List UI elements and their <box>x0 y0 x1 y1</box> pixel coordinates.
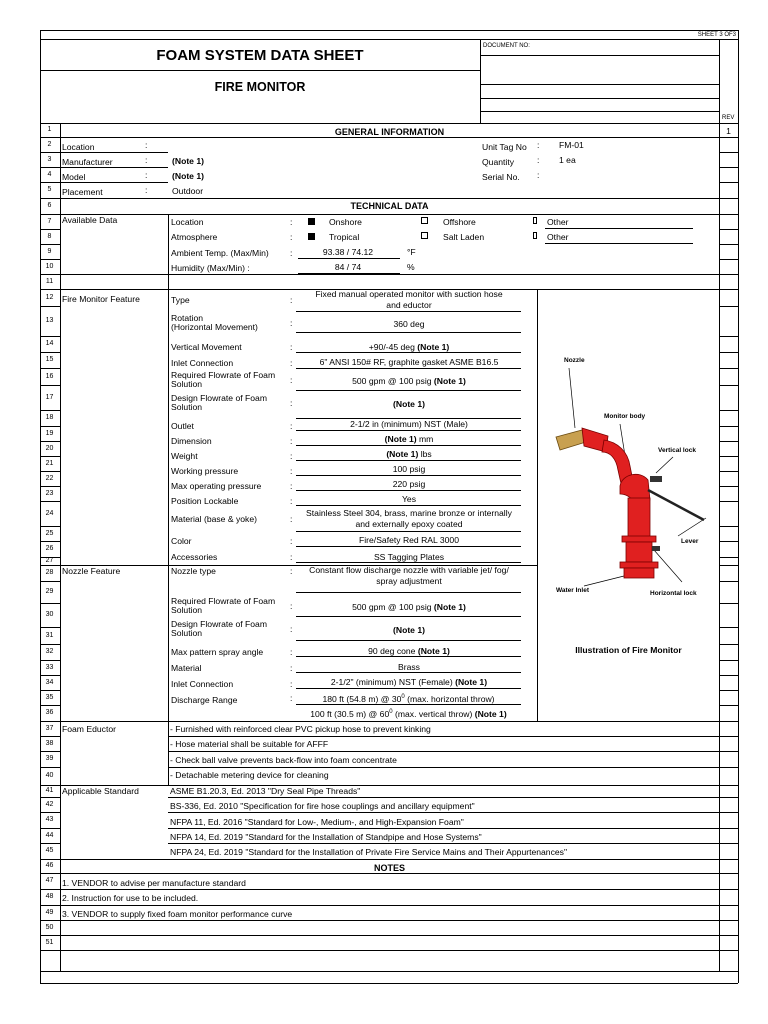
spec-label: Rotation <box>171 313 204 323</box>
spec-colon: : <box>290 481 293 491</box>
humidity-label: Humidity (Max/Min) : <box>171 263 250 273</box>
row-number: 27 <box>45 557 54 564</box>
serial-label: Serial No. <box>482 172 520 182</box>
row-number: 25 <box>45 529 54 537</box>
eductor-item: - Furnished with reinforced clear PVC pickup hose to prevent kinking <box>170 724 431 734</box>
spec-label: Vertical Movement <box>171 342 242 352</box>
eductor-item: - Hose material shall be suitable for AFFF <box>170 739 329 749</box>
other-atmosphere-checkbox[interactable] <box>533 232 537 239</box>
row-number: 5 <box>47 186 52 193</box>
row-number: 30 <box>45 611 54 618</box>
horizontal-lock-callout: Horizontal lock <box>650 590 697 597</box>
standard-item: NFPA 24, Ed. 2019 "Standard for the Installation of Private Fire Service Mains and Their Appurtenances" <box>170 847 568 857</box>
quantity-value: 1 ea <box>559 155 576 165</box>
spec-colon: : <box>290 647 293 657</box>
document-no-label: DOCUMENT NO: <box>483 43 530 49</box>
row-number: 38 <box>45 739 54 747</box>
frame-bottom <box>40 983 738 984</box>
spec-colon: : <box>290 566 293 576</box>
row-number: 42 <box>45 800 54 808</box>
spec-value: 6" ANSI 150# RF, graphite gasket ASME B16.5 <box>319 357 499 367</box>
row-number: 10 <box>45 262 54 270</box>
row-number: 14 <box>45 340 54 347</box>
rev-column-line <box>719 39 720 971</box>
spec-label: (Horizontal Movement) <box>171 322 258 332</box>
other-atmosphere-label: Other <box>547 232 569 242</box>
spec-value: (Note 1) <box>393 625 425 635</box>
spec-colon: : <box>290 496 293 506</box>
atm-location-label: Location <box>171 217 204 227</box>
spec-colon: : <box>290 552 293 562</box>
row-number: 32 <box>45 648 54 655</box>
vertical-lock-callout: Vertical lock <box>658 447 696 454</box>
model-value: (Note 1) <box>172 171 204 181</box>
unit-tag-label: Unit Tag No <box>482 142 527 152</box>
spec-value: Fixed manual operated monitor with suction hose <box>315 289 503 299</box>
row-number: 13 <box>45 317 54 324</box>
row-number: 37 <box>45 724 54 732</box>
row-number: 9 <box>47 247 52 255</box>
spec-value: (Note 1) <box>393 399 425 409</box>
row-number: 29 <box>45 588 54 595</box>
spec-label: Material (base & yoke) <box>171 514 257 524</box>
spec-value: Stainless Steel 304, brass, marine bronze or internally <box>306 508 512 518</box>
row-number: 36 <box>45 709 54 716</box>
spec-label: Max operating pressure <box>171 481 262 491</box>
spec-value: 2-1/2" (minimum) NST (Female) (Note 1) <box>330 677 488 687</box>
row-number: 48 <box>45 893 54 900</box>
spec-colon: : <box>290 295 293 305</box>
row-number: 24 <box>45 509 54 517</box>
row-number: 35 <box>45 693 54 701</box>
placement-label: Placement <box>62 187 103 197</box>
foam-eductor-group: Foam Eductor <box>62 724 116 734</box>
row-number: 26 <box>45 545 54 552</box>
row-number: 12 <box>45 293 54 301</box>
available-data-group: Available Data <box>62 215 118 225</box>
spec-value: 2-1/2 in (minimum) NST (Male) <box>350 419 468 429</box>
nozzle-callout: Nozzle <box>564 357 585 364</box>
spec-label: Weight <box>171 451 198 461</box>
spec-label: Nozzle type <box>171 566 216 576</box>
spec-label: Color <box>171 536 192 546</box>
document-subtitle: FIRE MONITOR <box>214 80 306 94</box>
row-number: 19 <box>45 429 54 437</box>
offshore-checkbox[interactable] <box>421 217 428 224</box>
sheet-number: SHEET 3 OF3 <box>697 32 736 38</box>
header-line <box>40 39 738 40</box>
eductor-item: - Detachable metering device for cleaning <box>170 770 329 780</box>
spec-label: Design Flowrate of Foam <box>171 393 267 403</box>
salt-laden-label: Salt Laden <box>443 232 485 242</box>
spec-label: Outlet <box>171 421 194 431</box>
spec-label: Position Lockable <box>171 496 239 506</box>
spec-value: 100 psig <box>392 464 426 474</box>
row-number: 40 <box>45 772 54 779</box>
row-number: 18 <box>45 414 54 421</box>
row-number: 1 <box>47 126 52 133</box>
row-number: 17 <box>45 393 54 401</box>
spec-colon: : <box>290 514 293 524</box>
row-number: 22 <box>45 474 54 482</box>
spec-label: Accessories <box>171 552 218 562</box>
row-number: 50 <box>45 923 54 931</box>
row-number: 31 <box>45 631 54 639</box>
section-notes: NOTES <box>373 863 405 873</box>
spec-value: 360 deg <box>393 319 425 329</box>
row-number: 34 <box>45 678 54 686</box>
spec-label: Working pressure <box>171 466 239 476</box>
row-number: 43 <box>45 816 54 823</box>
row-number: 2 <box>47 140 52 148</box>
row-number: 20 <box>45 444 54 452</box>
spec-label: Type <box>171 295 190 305</box>
spec-value: +90/-45 deg (Note 1) <box>368 342 450 352</box>
spec-label: Inlet Connection <box>171 358 234 368</box>
spec-colon: : <box>290 342 293 352</box>
row-number: 21 <box>45 459 54 467</box>
spec-value: and eductor <box>386 300 432 310</box>
spec-colon: : <box>290 536 293 546</box>
ambient-temp-unit: °F <box>407 247 416 257</box>
row-number: 15 <box>45 356 54 363</box>
location-label: Location <box>62 142 95 152</box>
row-number: 49 <box>45 908 54 916</box>
humidity-value: 84 / 74 <box>334 262 362 272</box>
spec-value: 500 gpm @ 100 psig (Note 1) <box>352 376 466 386</box>
spec-label: Design Flowrate of Foam <box>171 619 267 629</box>
spec-value: 90 deg cone (Note 1) <box>368 646 450 656</box>
spec-colon: : <box>290 601 293 611</box>
eductor-item: - Check ball valve prevents back-flow into foam concentrate <box>170 755 397 765</box>
row-number: 23 <box>45 489 54 497</box>
standard-item: BS-336, Ed. 2010 "Specification for fire hose couplings and ancillary equipment" <box>170 801 475 811</box>
spec-colon: : <box>290 398 293 408</box>
row-number: 3 <box>47 155 52 163</box>
standard-item: ASME B1.20.3, Ed. 2013 "Dry Seal Pipe Threads" <box>170 786 361 796</box>
row-number: 44 <box>45 831 54 839</box>
spec-value: SS Tagging Plates <box>373 552 445 562</box>
spec-colon: : <box>290 663 293 673</box>
manufacturer-label: Manufacturer <box>62 157 113 167</box>
rev-value: 1 <box>726 126 731 136</box>
fire-monitor-illustration <box>538 290 719 720</box>
ambient-temp-value: 93.38 / 74.12 <box>322 247 374 257</box>
spec-value: 100 ft (30.5 m) @ $60^0$ (max. vertical throw) (Note 1) <box>310 708 507 719</box>
spec-label: Solution <box>171 402 203 412</box>
placement-value: Outdoor <box>172 186 204 196</box>
fire-monitor-feature-group: Fire Monitor Feature <box>62 294 140 304</box>
standard-item: NFPA 11, Ed. 2016 "Standard for Low-, Medium-, and High-Expansion Foam" <box>170 817 464 827</box>
spec-value: Fire/Safety Red RAL 3000 <box>359 535 459 545</box>
onshore-label: Onshore <box>329 217 362 227</box>
spec-colon: : <box>290 318 293 328</box>
row-number: 28 <box>45 569 54 576</box>
row-number: 7 <box>47 217 52 225</box>
spec-label: Required Flowrate of Foam <box>171 596 276 606</box>
spec-colon: : <box>290 624 293 634</box>
row-number: 46 <box>45 862 54 869</box>
spec-value: Yes <box>401 494 417 504</box>
data-sheet-page: SHEET 3 OF3 FOAM SYSTEM DATA SHEET FIRE MONITOR DOCUMENT NO: REV 1 2 3 4 5 6 7 8 9 10 11 12 13 14 15 16 17 18 19 20 21 22 23 24 25 26 27 28 29 30 31 32 33 34 35 36 37 38 39 40 41 42 43 44 45 46 47 48 49 50 51 GENERAL INFORMATION TECHNICAL DATA NOTES 1 Location : Manufacturer : (Note 1) Model : (Note 1) Placement : Outdoor Unit Tag No : FM-01 Quantity : 1 ea Serial No. : Available Data Location : Onshore Offshore Other Atmosphere : Tropical Salt Laden Other Ambient Temp. (Max/Min) : 93.38 / 74.12 °F Humidity (Max/Min) : 84 / 74 % Fire Monitor Feature Type : Fixed manual operated monitor with suction hose and eductor Rotation (Horizontal Movement) : 360 deg Vertical Movement : +90/-45 deg (Note 1) Inlet Connection : 6" ANSI 150# RF, graphite gasket ASME B16.5 Required Flowrate of Foam Solution : 500 gpm @ 100 psig (Note 1) Design Flowrate of Foam Solution : (Note 1) Outlet : 2-1/2 in (minimum) NST (Male) Dimension : (Note 1) mm Weight : (Note 1) lbs Working pressure : 100 psig Max operating pressure : 220 psig Position Lockable : Yes Material (base & yoke) : Stainless Steel 304, brass, marine bronze or internally and externally epoxy coated Color : Fire/Safety Red RAL 3000 Accessories : SS Tagging Plates Nozzle type : Constant flow discharge nozzle with variable jet/ fog/ spray adjustment Required Flowrate of Foam Solution : 500 gpm @ 100 psig (Note 1) Design Flowrate of Foam Solution : (Note 1) Max pattern spray angle : 90 deg cone (Note 1) Material : Brass Inlet Connection : 2-1/2" (minimum) NST (Female) (Note 1) Discharge Range : 180 ft (54.8 m) @ $30^0$ (max. horizontal throw) 100 ft (30.5 m) @ $60^0$ (max. vertical throw) (Note 1) Nozzle Feature Nozzle Monitor body Vertical lock Lever Water Inlet Horizontal lock Illustration of Fire Monitor Foam Eductor - Furnished with reinforced clear PVC pickup hose to prevent kinking - Hose material shall be suitable for AFFF - Check ball valve prevents back-flow into foam concentrate - Detachable metering device for cleaning Applicable Standard ASME B1.20.3, Ed. 2013 "Dry Seal Pipe Threads" BS-336, Ed. 2010 "Specification for fire hose couplings and ancillary equipment" NFPA 11, Ed. 2016 "Standard for Low-, Medium-, and High-Expansion Foam" NFPA 14, Ed. 2019 "Standard for the Installation of Standpipe and Hose Systems" NFPA 24, Ed. 2019 "Standard for the Installation of Private Fire Service Mains and Their Appurtenances" 1. VENDOR to advise per manufacture standard 2. Instruction for use to be included. 3. VENDOR to supply fixed foam monitor performance curve <box>0 0 768 1024</box>
other-location-label: Other <box>547 217 569 227</box>
manufacturer-value: (Note 1) <box>172 156 204 166</box>
frame-top <box>40 30 738 31</box>
standard-item: NFPA 14, Ed. 2019 "Standard for the Installation of Standpipe and Hose Systems" <box>170 832 482 842</box>
row-number: 11 <box>45 277 54 285</box>
row-number-column-line <box>60 123 61 971</box>
spec-label: Max pattern spray angle <box>171 647 264 657</box>
onshore-checkbox[interactable] <box>308 218 315 225</box>
spec-value: 180 ft (54.8 m) @ $30^0$ (max. horizontal throw) <box>322 693 495 704</box>
row-number: 33 <box>45 663 54 671</box>
offshore-label: Offshore <box>443 217 476 227</box>
spec-colon: : <box>290 421 293 431</box>
row-number: 4 <box>47 170 52 178</box>
spec-label: Solution <box>171 628 203 638</box>
frame-right <box>738 30 739 983</box>
spec-value: 500 gpm @ 100 psig (Note 1) <box>352 602 466 612</box>
row-number: 6 <box>47 202 52 209</box>
spec-label: Solution <box>171 379 203 389</box>
model-label: Model <box>62 172 86 182</box>
label-column-line <box>168 214 169 785</box>
atmosphere-label: Atmosphere <box>171 232 218 242</box>
row-number: 39 <box>45 755 54 762</box>
spec-label: Dimension <box>171 436 212 446</box>
nozzle-feature-group: Nozzle Feature <box>62 566 121 576</box>
quantity-label: Quantity <box>482 157 515 167</box>
spec-colon: : <box>290 693 293 703</box>
note-item: 1. VENDOR to advise per manufacture standard <box>62 878 246 888</box>
row-number: 16 <box>45 372 54 380</box>
rev-label: REV <box>722 115 735 121</box>
section-general-information: GENERAL INFORMATION <box>334 127 445 137</box>
illustration-caption: Illustration of Fire Monitor <box>575 645 682 655</box>
note-item: 3. VENDOR to supply fixed foam monitor performance curve <box>62 909 293 919</box>
tropical-label: Tropical <box>329 232 360 242</box>
spec-colon: : <box>290 358 293 368</box>
spec-value: and externally epoxy coated <box>355 519 463 529</box>
spec-value: (Note 1) mm <box>384 434 434 444</box>
spec-colon: : <box>290 466 293 476</box>
document-title: FOAM SYSTEM DATA SHEET <box>156 47 364 64</box>
other-location-checkbox[interactable] <box>533 217 537 224</box>
spec-value: 220 psig <box>392 479 426 489</box>
note-item: 2. Instruction for use to be included. <box>62 893 199 903</box>
monitor-body-callout: Monitor body <box>604 413 646 420</box>
spec-label: Inlet Connection <box>171 679 234 689</box>
row-number: 8 <box>47 232 52 240</box>
section-technical-data: TECHNICAL DATA <box>350 201 429 211</box>
water-inlet-callout: Water Inlet <box>556 587 589 594</box>
spec-value: spray adjustment <box>376 576 442 586</box>
humidity-unit: % <box>407 262 415 272</box>
spec-value: Brass <box>398 662 420 672</box>
salt-laden-checkbox[interactable] <box>421 232 428 239</box>
title-divider <box>40 70 480 71</box>
spec-label: Discharge Range <box>171 695 238 705</box>
spec-label: Solution <box>171 605 203 615</box>
applicable-standard-group: Applicable Standard <box>62 786 139 796</box>
spec-colon: : <box>290 679 293 689</box>
unit-tag-value: FM-01 <box>559 140 584 150</box>
tropical-checkbox[interactable] <box>308 233 315 240</box>
spec-colon: : <box>290 436 293 446</box>
spec-colon: : <box>290 375 293 385</box>
ambient-temp-label: Ambient Temp. (Max/Min) <box>171 248 269 258</box>
row-number: 41 <box>45 787 54 794</box>
spec-value: Constant flow discharge nozzle with variable jet/ fog/ <box>309 565 509 575</box>
spec-value: (Note 1) lbs <box>386 449 432 459</box>
spec-label: Material <box>171 663 202 673</box>
spec-label: Required Flowrate of Foam <box>171 370 276 380</box>
spec-colon: : <box>290 451 293 461</box>
row-number: 51 <box>45 938 54 946</box>
lever-callout: Lever <box>681 538 699 545</box>
row-number: 47 <box>45 877 54 884</box>
row-number: 45 <box>45 847 54 854</box>
